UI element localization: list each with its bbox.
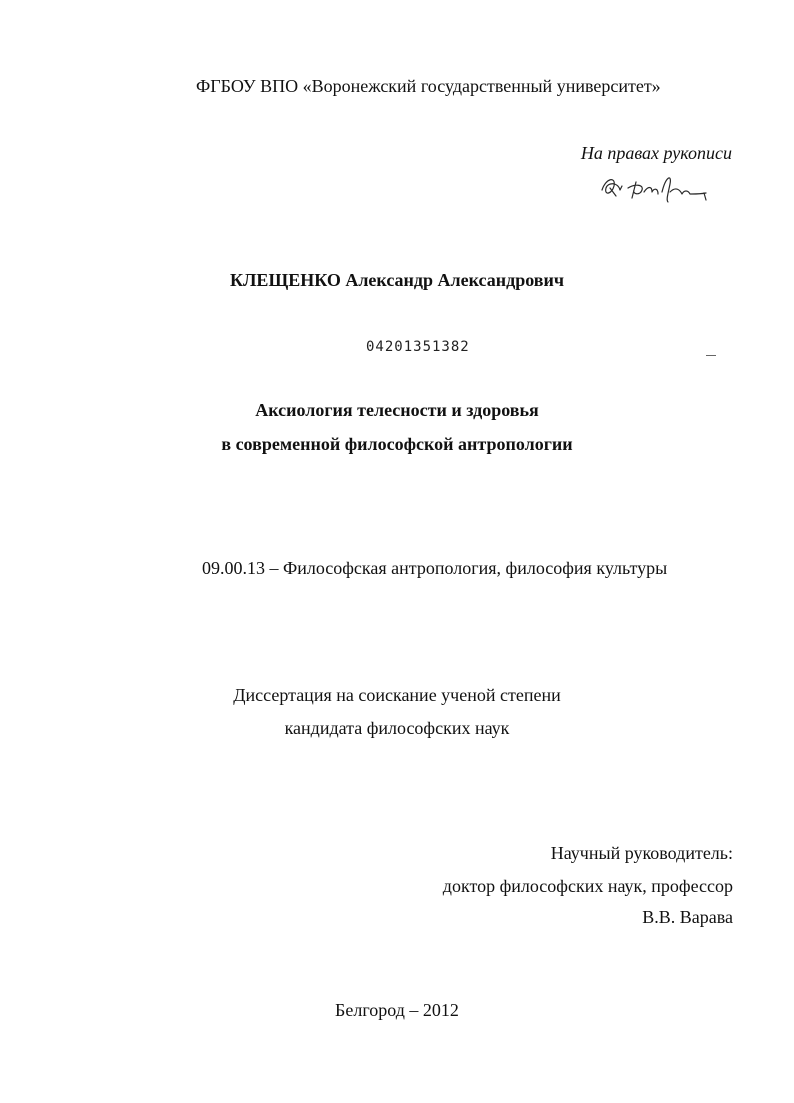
organization-header: ФГБОУ ВПО «Воронежский государственный университет» [196,76,661,96]
advisor-name: В.В. Варава [642,907,733,927]
degree-line-1: Диссертация на соискание ученой степени [233,685,561,705]
handwritten-signature [596,172,720,212]
catalog-number: 04201351382 [366,339,470,355]
author-name: КЛЕЩЕНКО Александр Александрович [229,270,565,290]
advisor-label: Научный руководитель: [550,843,733,863]
degree-line-2: кандидата философских наук [284,718,510,738]
title-line-2: в современной философской антропологии [221,434,573,454]
advisor-degree: доктор философских наук, профессор [442,876,733,896]
scan-speck [706,355,716,357]
title-line-1: Аксиология телесности и здоровья [255,400,539,420]
specialty-code: 09.00.13 – Философская антропология, философия культуры [202,558,668,578]
manuscript-note: На правах рукописи [580,143,732,163]
place-and-year: Белгород – 2012 [335,1000,459,1020]
